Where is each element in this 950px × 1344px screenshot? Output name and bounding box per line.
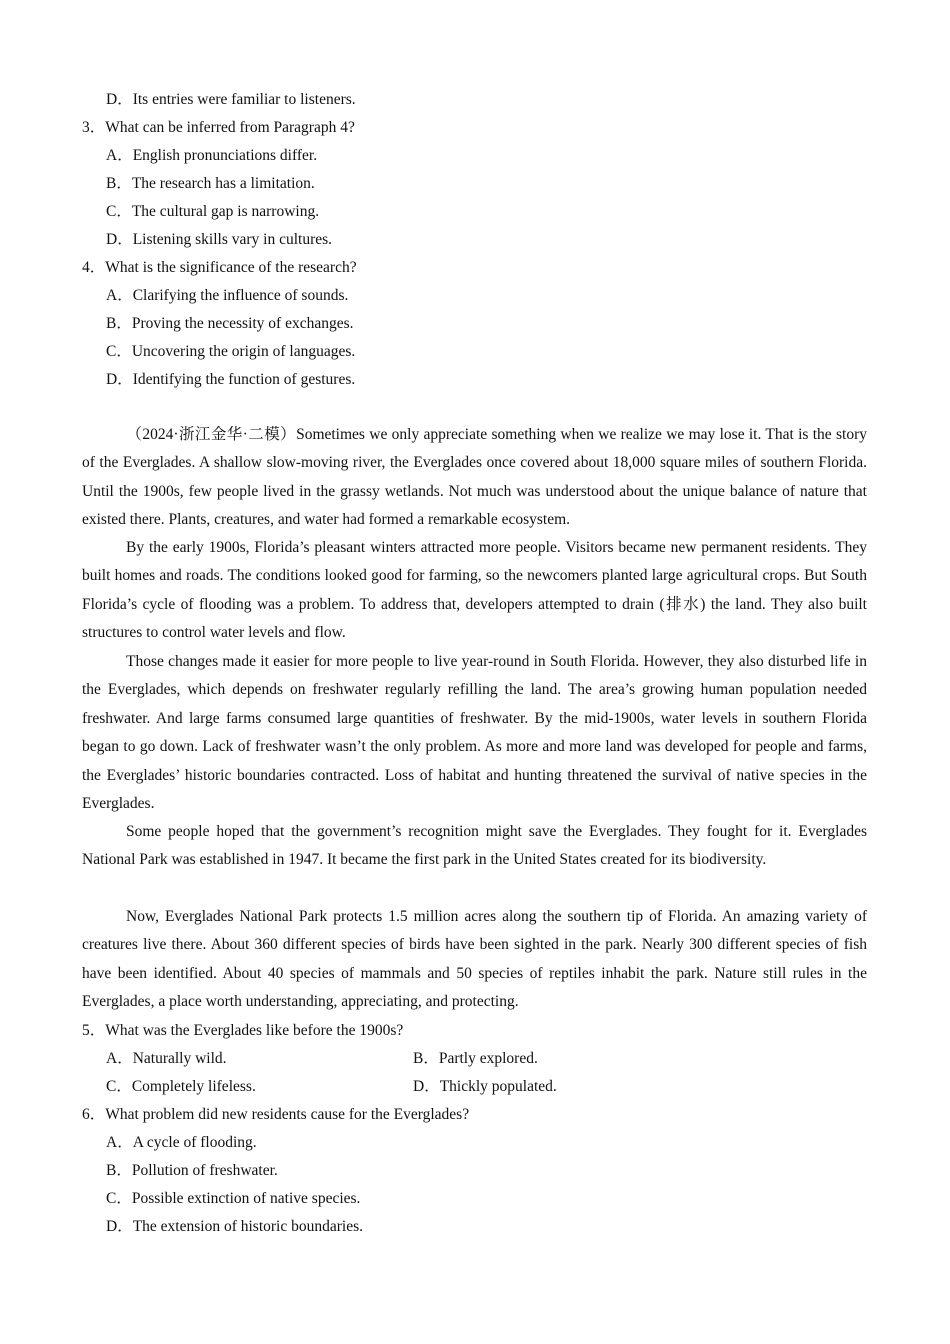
passage-paragraph-5 xyxy=(82,903,867,1017)
q4-option-a: A．Clarifying the influence of sounds. xyxy=(106,287,349,304)
q6-option-a: A．A cycle of flooding. xyxy=(106,1134,257,1151)
q4-option-c: C．Uncovering the origin of languages. xyxy=(106,343,356,360)
q3-stem: 3．What can be inferred from Paragraph 4? xyxy=(82,119,355,136)
q6-option-b: B．Pollution of freshwater. xyxy=(106,1162,278,1179)
q5-option-b: B．Partly explored. xyxy=(413,1050,538,1067)
q5-option-a: A．Naturally wild. xyxy=(106,1050,227,1067)
q4-option-d: D．Identifying the function of gestures. xyxy=(106,371,356,388)
q4-option-b: B．Proving the necessity of exchanges. xyxy=(106,315,354,332)
q3-option-b: B．The research has a limitation. xyxy=(106,175,315,192)
passage-paragraph-4-text: Some people hoped that the government’s recognition might save the Everglades. They fought for it. Everglades National Park was established in 1947. It became the first park in the United States created for its biodiversity. xyxy=(82,823,867,869)
q4-stem: 4．What is the significance of the research? xyxy=(82,259,357,276)
passage-paragraph-1-text: （2024·浙江金华·二模）Sometimes we only appreciate something when we realize we may lose it. That is the story of the Everglades. A shallow slow-moving river, the Everglades once covered about 18,000 square miles of southern Florida. Until the 1900s, few people lived in the grassy wetlands. Not much was understood about the unique balance of nature that existed there. Plants, creatures, and water had formed a remarkable ecosystem. xyxy=(82,426,867,529)
passage-paragraph-2-text: By the early 1900s, Florida’s pleasant winters attracted more people. Visitors became new permanent residents. They built homes and roads. The conditions looked good for farming, so the newcomers planted large agricultural crops. But South Florida’s cycle of flooding was a problem. To address that, developers attempted to drain (排水) the land. They also built structures to control water levels and flow. xyxy=(82,539,867,642)
q3-option-c: C．The cultural gap is narrowing. xyxy=(106,203,320,220)
q3-option-d: D．Listening skills vary in cultures. xyxy=(106,231,333,248)
passage-paragraph-1 xyxy=(82,421,867,535)
q5-option-d: D．Thickly populated. xyxy=(413,1078,557,1095)
q6-option-d: D．The extension of historic boundaries. xyxy=(106,1218,363,1235)
passage-paragraph-5-text: Now, Everglades National Park protects 1.5 million acres along the southern tip of Florida. An amazing variety of creatures live there. About 360 different species of birds have been sighted in the park. Nearly 300 different species of fish have been identified. About 40 species of mammals and 50 species of reptiles inhabit the park. Nature still rules in the Everglades, a place worth understanding, appreciating, and protecting. xyxy=(82,908,867,1011)
q6-option-c: C．Possible extinction of native species. xyxy=(106,1190,361,1207)
q6-stem: 6．What problem did new residents cause for the Everglades? xyxy=(82,1106,470,1123)
q5-stem: 5．What was the Everglades like before the 1900s? xyxy=(82,1022,404,1039)
q3-option-a: A．English pronunciations differ. xyxy=(106,147,318,164)
q5-option-c: C．Completely lifeless. xyxy=(106,1078,256,1095)
passage-paragraph-2 xyxy=(82,534,867,648)
passage-paragraph-4 xyxy=(82,818,867,875)
passage-paragraph-3 xyxy=(82,648,867,818)
q2-option-d: D．Its entries were familiar to listeners. xyxy=(106,91,356,108)
passage-paragraph-3-text: Those changes made it easier for more people to live year-round in South Florida. However, they also disturbed life in the Everglades, which depends on freshwater regularly refilling the land. The area’s growing human population needed freshwater. And large farms consumed large quantities of freshwater. By the mid-1900s, water levels in southern Florida began to go down. Lack of freshwater wasn’t the only problem. As more and more land was developed for people and farms, the Everglades’ historic boundaries contracted. Loss of habitat and hunting threatened the survival of native species in the Everglades. xyxy=(82,653,867,813)
